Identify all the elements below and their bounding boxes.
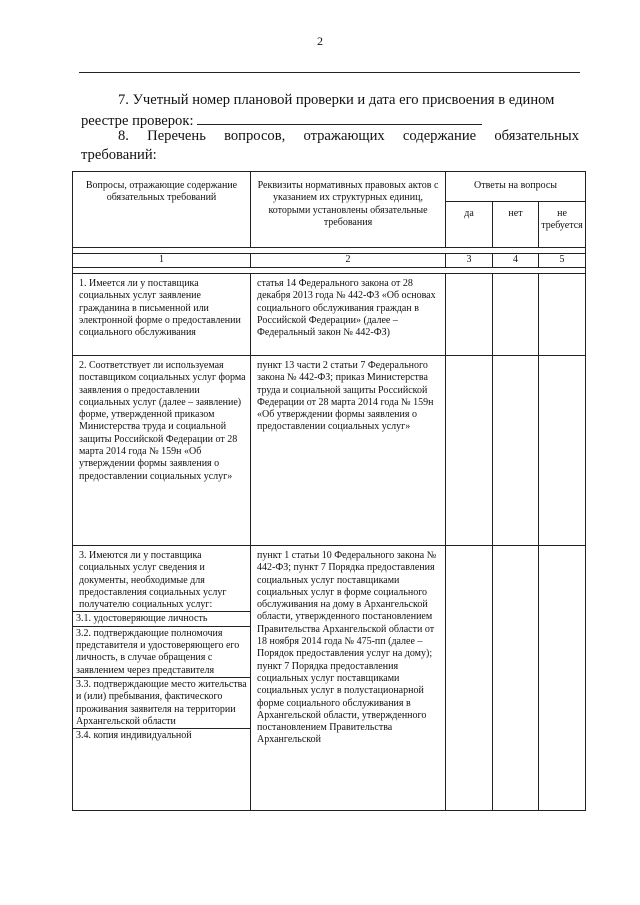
answer-yes-cell — [446, 356, 493, 546]
answer-not-required-cell — [539, 274, 586, 356]
requirements-table — [72, 171, 586, 811]
header-requisites: Реквизиты нормативных правовых актов с указанием их структурных единиц, которыми установлены обязательные требования — [251, 172, 446, 248]
answer-yes-cell — [446, 546, 493, 811]
table-row — [73, 356, 586, 546]
sub-item-3-3: 3.3. подтверждающие место жительства и (или) пребывания, фактического проживания заявителя на территории Архангельской области — [73, 678, 250, 729]
header-rule — [79, 72, 580, 73]
sub-item-3-4: 3.4. копия индивидуальной — [76, 730, 192, 742]
sub-item-3-2: 3.2. подтверждающие полномочия представителя и удостоверяющего его личность, в случае обращения с заявлением через представителя — [73, 627, 250, 678]
header-questions: Вопросы, отражающие содержание обязательных требований — [73, 172, 251, 248]
requisites-1: статья 14 Федерального закона от 28 декабря 2013 года № 442-ФЗ «Об основах социального обслуживания граждан в Российской Федерации» (далее – Федеральный закон № 442-ФЗ) — [251, 274, 446, 356]
header-answers: Ответы на вопросы — [446, 172, 586, 202]
page-number: 2 — [317, 34, 323, 48]
header-no: нет — [493, 202, 539, 248]
answer-not-required-cell — [539, 546, 586, 811]
column-number-4: 4 — [493, 254, 539, 268]
answer-no-cell — [493, 546, 539, 811]
header-yes: да — [446, 202, 493, 248]
paragraph-7-line-2-text: реестре проверок: — [81, 113, 194, 129]
answer-not-required-cell — [539, 356, 586, 546]
table-row — [73, 546, 586, 811]
question-2: 2. Соответствует ли используемая поставщиком социальных услуг форма заявления о предоставлении социальных услуг (далее – заявление) форме, утвержденной приказом Министерства труда и социальной защиты Российской Федерации от 28 марта 2014 года № 159н «Об утверждении формы заявления о предоставлении социальных услуг» — [73, 356, 251, 546]
header-not-required: не требуется — [539, 202, 586, 248]
table-row — [73, 274, 586, 356]
answer-yes-cell — [446, 274, 493, 356]
paragraph-8-line-1: 8. Перечень вопросов, отражающих содержание обязательных — [118, 128, 579, 144]
answer-no-cell — [493, 356, 539, 546]
paragraph-8-line-2: требований: — [81, 147, 157, 163]
question-3: 3. Имеются ли у поставщика социальных услуг сведения и документы, необходимые для предоставления социальных услуг получателю социальных услуг: — [73, 546, 250, 612]
column-number-1: 1 — [73, 254, 251, 268]
question-1: 1. Имеется ли у поставщика социальных услуг заявление гражданина в письменной или электронной форме о предоставлении социального обслуживания — [73, 274, 251, 356]
question-3-cell — [73, 546, 251, 811]
paragraph-7-line-1: 7. Учетный номер плановой проверки и дата его присвоения в едином — [118, 92, 555, 108]
column-number-3: 3 — [446, 254, 493, 268]
sub-item-3-1: 3.1. удостоверяющие личность — [73, 612, 250, 626]
paragraph-8 — [81, 127, 579, 165]
column-number-row — [73, 254, 586, 268]
table-header-row — [73, 172, 586, 202]
column-number-5: 5 — [539, 254, 586, 268]
paragraph-7 — [81, 91, 579, 131]
column-number-2: 2 — [251, 254, 446, 268]
requisites-2: пункт 13 части 2 статьи 7 Федерального закона № 442-ФЗ; приказ Министерства труда и социальной защиты Российской Федерации от 28 марта 2014 года № 159н «Об утверждении формы заявления о предоставлении социальных услуг» — [251, 356, 446, 546]
registry-number-blank — [197, 110, 482, 125]
requisites-3: пункт 1 статьи 10 Федерального закона № 442-ФЗ; пункт 7 Порядка предоставления социальных услуг поставщиками социальных услуг в форме социального обслуживания на дому в Архангельской области, утвержденного постановлением Правительства Архангельской области от 18 ноября 2014 года № 475-пп (далее – Порядок предоставления услуг на дому); пункт 7 Порядка предоставления социальных услуг поставщиками социальных услуг в полустационарной форме социального обслуживания в Архангельской области, утвержденного постановлением Правительства Архангельской — [251, 546, 446, 811]
answer-no-cell — [493, 274, 539, 356]
